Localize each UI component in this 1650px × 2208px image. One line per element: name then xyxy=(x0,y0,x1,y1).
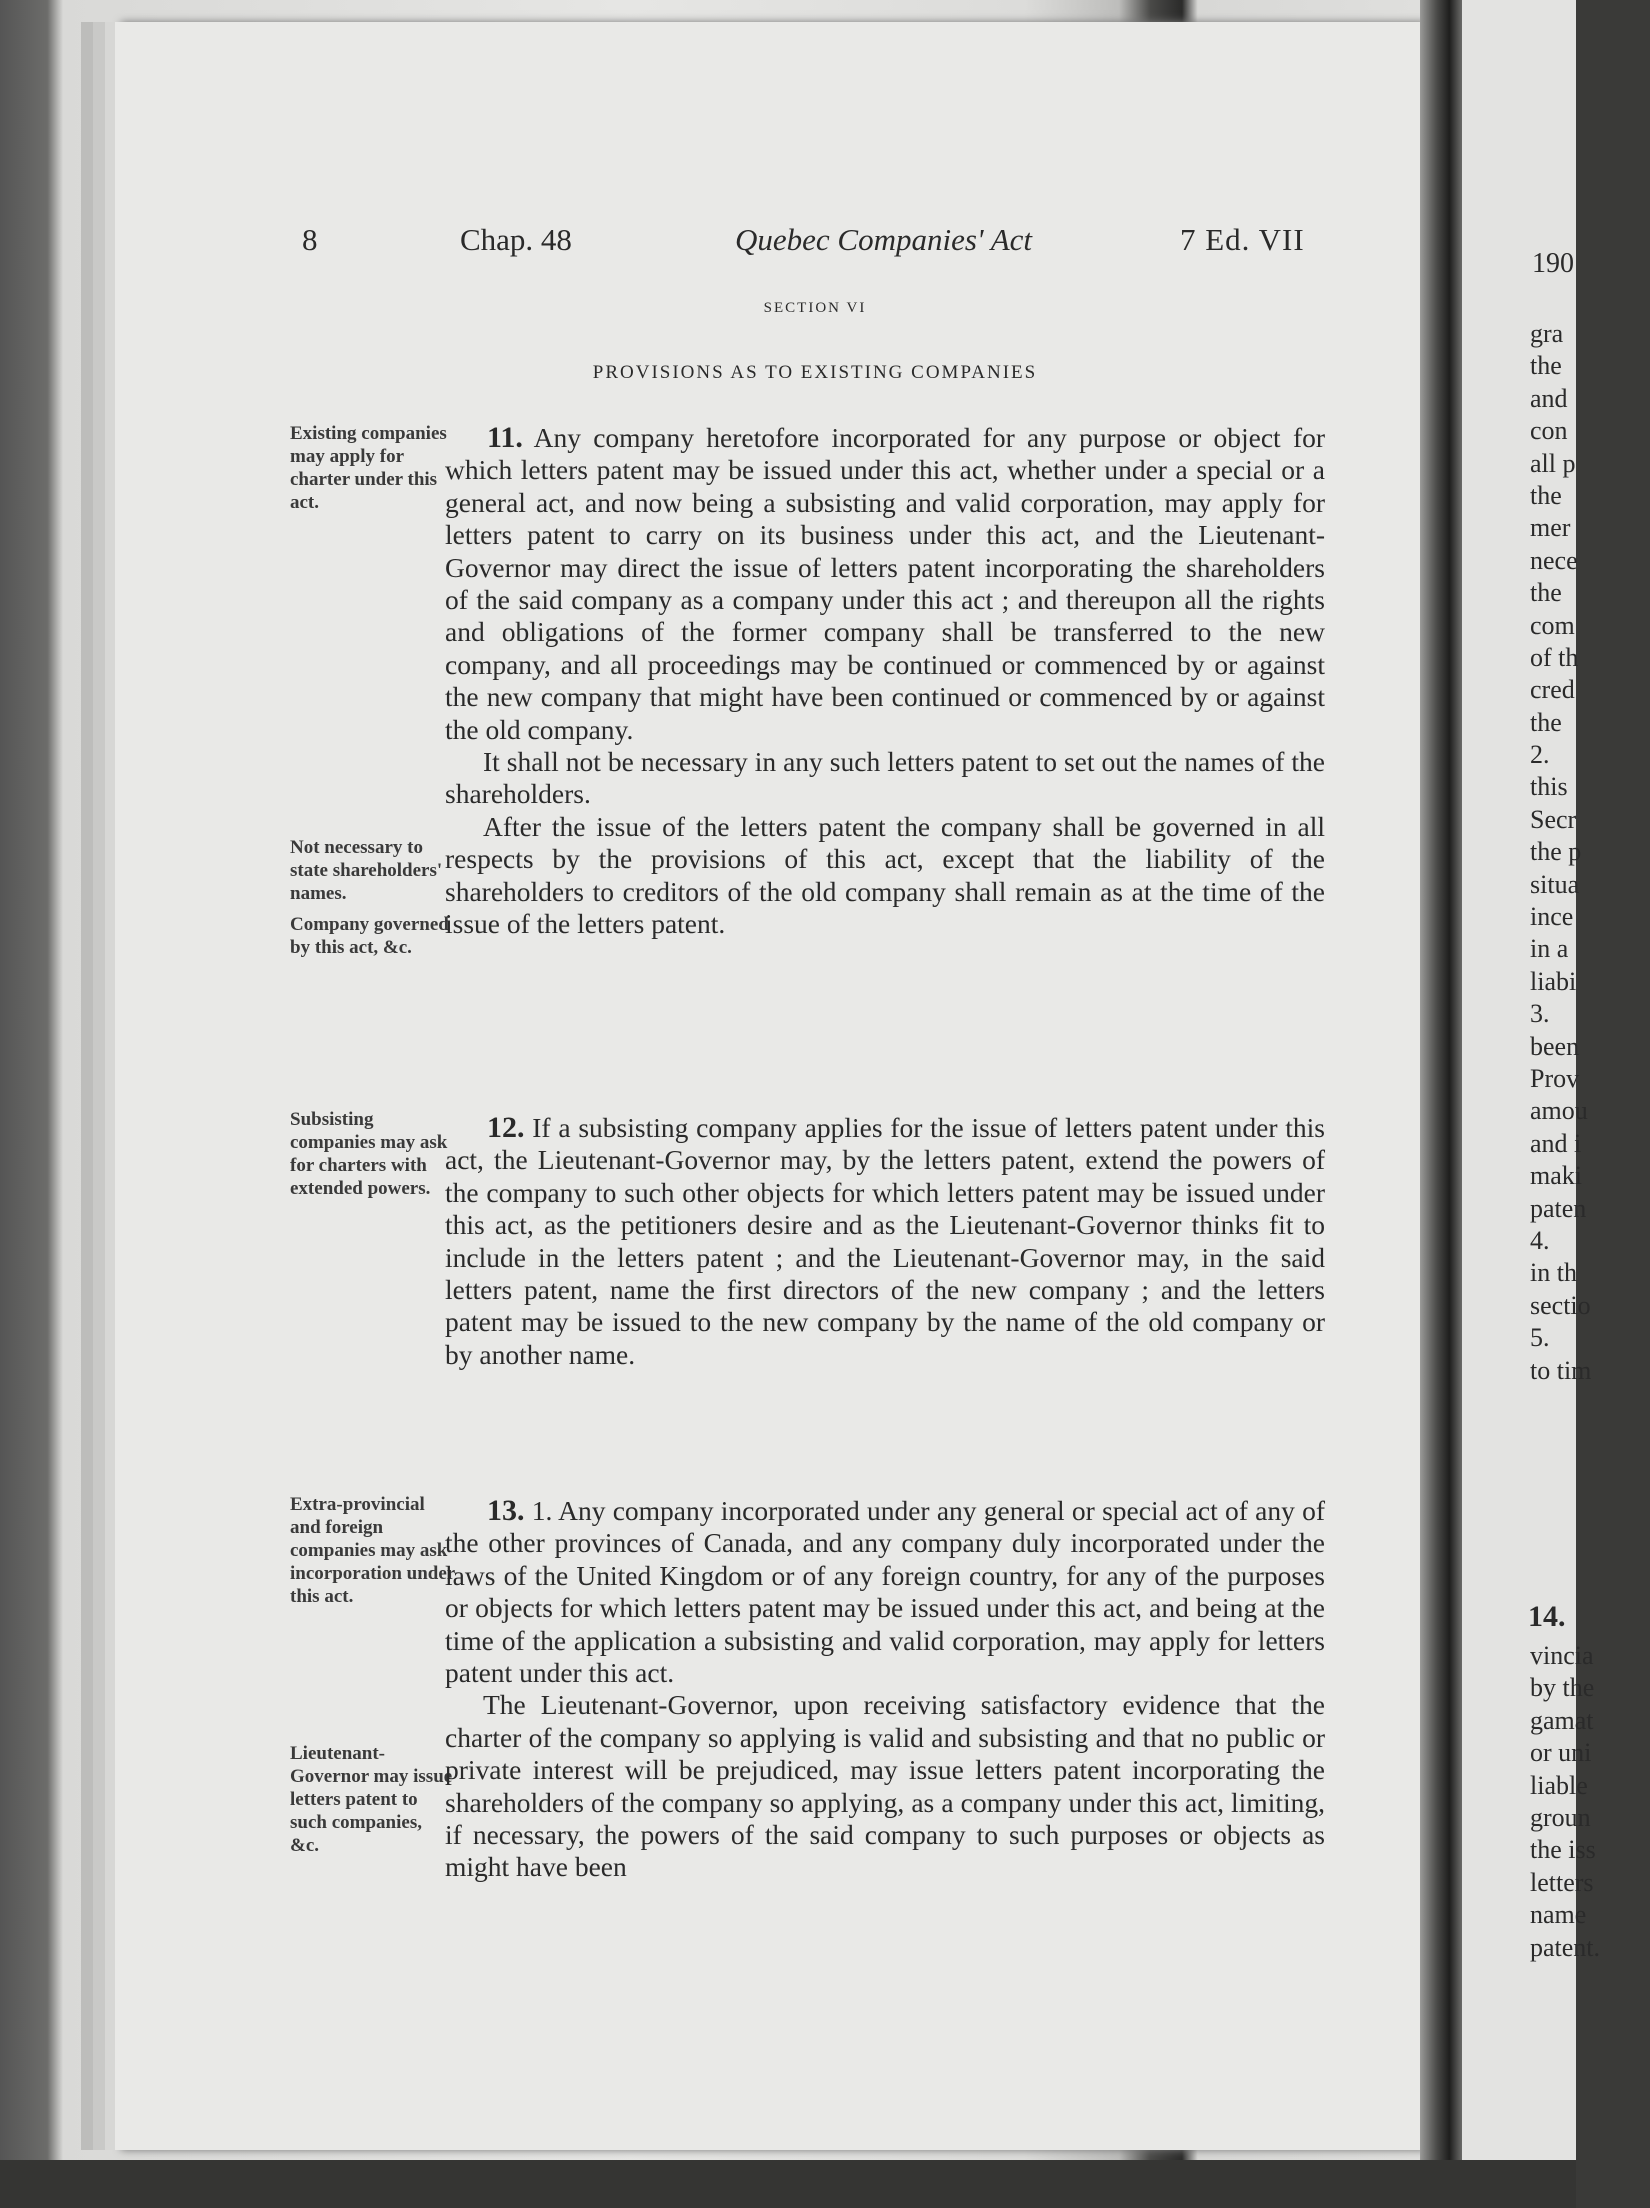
facing-page-line: the xyxy=(1530,351,1562,381)
facing-page-line: nece xyxy=(1530,545,1578,575)
facing-page-line: been xyxy=(1530,1031,1580,1061)
section-11-text: Any company heretofore incorporated for any purpose or object for which letters patent may be issued under this act, whether under a special or a general act, and now being a subsisting and valid corporation, may apply for letters patent to carry on its business under this act, and the Lieutenant-Governor may direct the issue of letters patent incorporating the shareholders of the said company as a company under this act ; and thereupon all the rights and obligations of the former company shall be transferred to the new company, and all proceedings may be continued or commenced by or against the new company that might have been continued or commenced by or against the old company. xyxy=(445,422,1326,745)
facing-page-line: 4. xyxy=(1530,1225,1550,1255)
margin-note-extra-provincial: Extra-provincial and foreign companies may ask incorporation under this act. xyxy=(290,1494,455,1607)
facing-page-line: situa xyxy=(1530,869,1580,899)
facing-page-line: liabi xyxy=(1530,966,1577,996)
margin-note-subsisting-companies: Subsisting companies may ask for charters with extended powers. xyxy=(290,1109,448,1199)
act-title: Quebec Companies' Act xyxy=(735,222,1033,257)
section-12-number: 12. xyxy=(487,1111,525,1144)
margin-note-company-governed: Company governed by this act, &c. xyxy=(290,914,449,958)
facing-page-line: and xyxy=(1530,383,1568,413)
facing-page-line: in a xyxy=(1530,934,1569,964)
facing-page-line: to tim xyxy=(1530,1355,1592,1385)
facing-page-line: groun xyxy=(1530,1802,1591,1832)
facing-page-line: or uni xyxy=(1530,1738,1592,1768)
chapter-label: Chap. 48 xyxy=(460,222,572,257)
facing-page-line: cred xyxy=(1530,675,1575,705)
facing-page-line: gamat xyxy=(1530,1705,1594,1735)
facing-page-line: patent. xyxy=(1530,1932,1601,1962)
book-gutter xyxy=(1420,0,1462,2208)
facing-page-line: maki xyxy=(1530,1161,1582,1191)
section-13-number: 13. xyxy=(487,1494,525,1527)
running-head xyxy=(300,222,1330,266)
facing-page-line: vincia xyxy=(1530,1641,1594,1670)
facing-page-header: 190 xyxy=(1532,248,1574,279)
facing-page-line: com xyxy=(1530,610,1575,640)
section-12 xyxy=(445,1112,1325,1371)
section-11-para-3: After the issue of the letters patent the company shall be governed in all respects by the provisions of this act, except that the liability of the shareholders to creditors of the old company shall remain as at the time of the issue of the letters patent. xyxy=(445,810,1325,940)
section-11 xyxy=(445,422,1325,941)
facing-page-line: in th xyxy=(1530,1258,1577,1288)
facing-page-line: sectio xyxy=(1530,1290,1591,1320)
facing-page-line: 3. xyxy=(1530,999,1550,1029)
facing-page-line: gra xyxy=(1530,319,1564,348)
margin-note-lieutenant-governor: Lieutenant-Governor may issue letters patent to such companies, &c. xyxy=(290,1743,453,1856)
facing-page-line: Prov xyxy=(1530,1063,1580,1093)
section-11-number: 11. xyxy=(487,421,523,454)
facing-page-line: the xyxy=(1530,578,1562,608)
facing-page-line: ince xyxy=(1530,902,1574,932)
section-13 xyxy=(445,1495,1325,1884)
scan-bottom-edge xyxy=(0,2160,1576,2208)
margin-note-existing-companies: Existing companies may apply for charter under this act. xyxy=(290,423,447,513)
section-13-text: 1. Any company incorporated under any general or special act of any of the other provinces of Canada, and any company duly incorporated under the laws of the United Kingdom or of any foreign country, for any of the purposes or objects for which letters patent may be issued under this act, and being at the time of the application a subsisting and valid corporation, may apply for letters patent under this act. xyxy=(445,1495,1325,1689)
facing-page-line: paten xyxy=(1530,1193,1587,1223)
facing-page-line: the xyxy=(1530,480,1562,510)
section-12-text: If a subsisting company applies for the issue of letters patent under this act, the Lieutenant-Governor may, by the letters patent, extend the powers of the company to such other objects for which letters patent may be issued under this act, as the petitioners desire and as the Lieutenant-Governor thinks fit to include in the letters patent ; and the Lieutenant-Governor may, in the said letters patent, name the first directors of the new company ; and the letters patent may be issued to the new company by the name of the old company or by another name. xyxy=(445,1112,1325,1370)
margin-note-shareholders-names: Not necessary to state shareholders' names. xyxy=(290,837,443,904)
facing-page-line: liable xyxy=(1530,1770,1588,1800)
section-label: SECTION VI xyxy=(763,300,867,316)
facing-page-line: the iss xyxy=(1530,1835,1596,1865)
facing-page-line: mer xyxy=(1530,513,1571,543)
facing-page-line: by the xyxy=(1530,1673,1595,1703)
facing-page-column xyxy=(1530,318,1650,1387)
facing-page-line: 5. xyxy=(1530,1323,1550,1353)
facing-page-line: letters xyxy=(1530,1867,1594,1897)
facing-page-line: Secr xyxy=(1530,804,1577,834)
facing-page-line: this xyxy=(1530,772,1568,802)
facing-page-line: con xyxy=(1530,416,1568,446)
facing-page-line: all p xyxy=(1530,448,1576,478)
facing-page-section-number: 14. xyxy=(1528,1600,1566,1633)
facing-page-line: and i xyxy=(1530,1128,1582,1158)
facing-page-line: the p xyxy=(1530,837,1582,867)
section-11-para-2: It shall not be necessary in any such letters patent to set out the names of the shareholders. xyxy=(445,746,1325,810)
section-title: PROVISIONS AS TO EXISTING COMPANIES xyxy=(592,362,1038,383)
edition-label: 7 Ed. VII xyxy=(1180,222,1305,257)
section-13-para-2: The Lieutenant-Governor, upon receiving satisfactory evidence that the charter of the company so applying is valid and subsisting and that no public or private interest will be prejudiced, may issue letters patent incorporating the shareholders of the company so applying, as a company under this act, limiting, if necessary, the powers of the said company to such purposes or objects as might have been xyxy=(445,1689,1325,1883)
facing-page-line: name xyxy=(1530,1900,1587,1930)
facing-page-line: the xyxy=(1530,707,1562,737)
facing-page-line: 2. xyxy=(1530,740,1550,770)
facing-page-lower-column xyxy=(1530,1640,1650,1964)
facing-page-line: of th xyxy=(1530,642,1579,672)
facing-page-line: amou xyxy=(1530,1096,1588,1126)
page-number: 8 xyxy=(302,222,318,257)
